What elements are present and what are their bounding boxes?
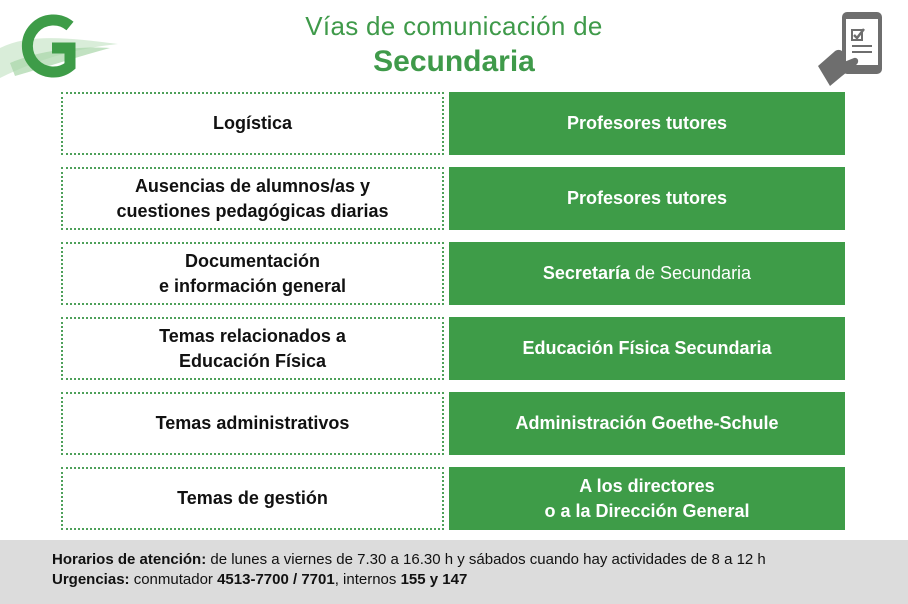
contact-label-bold: Secretaría	[542, 263, 630, 283]
urgent-text2: , internos	[334, 571, 401, 588]
contact-label: Educación Física Secundaria	[522, 338, 772, 358]
topic-label: Logística	[212, 113, 292, 133]
contact-label: Profesores tutores	[566, 113, 728, 133]
contact-cell	[449, 392, 845, 455]
topic-cell	[61, 467, 444, 530]
topic-label: Temas administrativos	[155, 413, 350, 433]
table-row	[61, 317, 845, 380]
table-row	[61, 167, 845, 230]
topic-cell	[61, 167, 444, 230]
contact-cell	[449, 92, 845, 155]
hours-text: de lunes a viernes de 7.30 a 16.30 h y sábados cuando hay actividades de 8 a 12 h	[206, 551, 766, 568]
topic-cell	[61, 317, 444, 380]
hours-line	[52, 550, 908, 570]
urgent-numbers: 4513-7700 / 7701	[217, 571, 335, 588]
urgent-line	[52, 570, 908, 590]
contact-label: Profesores tutores	[566, 188, 728, 208]
topic-cell	[61, 392, 444, 455]
page-title	[0, 10, 908, 80]
title-line1: Vías de comunicación de	[305, 11, 603, 41]
contact-label-normal: de Secundaria	[629, 263, 752, 283]
table-row	[61, 467, 845, 530]
contact-label: Administración Goethe-Schule	[515, 413, 779, 433]
topic-label: Ausencias de alumnos/as y cuestiones pedagógicas diarias	[116, 175, 389, 221]
topic-label: Temas de gestión	[177, 488, 328, 508]
urgent-label: Urgencias:	[52, 571, 130, 588]
table-row	[61, 392, 845, 455]
contact-label: A los directores o a la Dirección General	[544, 475, 750, 521]
urgent-text1: conmutador	[129, 571, 218, 588]
contact-cell	[449, 167, 845, 230]
hours-label: Horarios de atención:	[52, 551, 207, 568]
footer-info	[0, 540, 908, 604]
table-row	[61, 242, 845, 305]
topic-label: Documentación e información general	[158, 250, 347, 296]
urgent-internals: 155 y 147	[400, 571, 468, 588]
topic-cell	[61, 242, 444, 305]
contact-cell	[449, 467, 845, 530]
topic-cell	[61, 92, 444, 155]
table-row	[61, 92, 845, 155]
title-line2: Secundaria	[373, 45, 535, 78]
contact-cell	[449, 242, 845, 305]
topic-label: Temas relacionados a Educación Física	[159, 325, 346, 371]
contact-cell	[449, 317, 845, 380]
